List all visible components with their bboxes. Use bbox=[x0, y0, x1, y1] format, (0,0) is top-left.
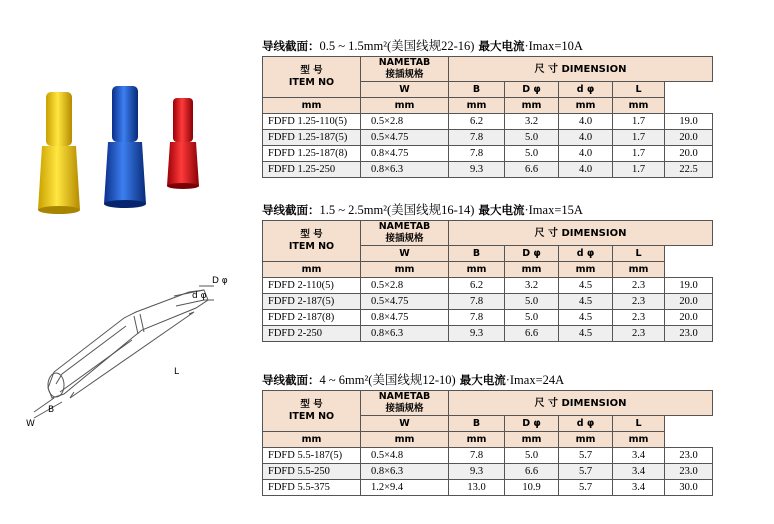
header-W: W bbox=[361, 246, 449, 262]
dimension-L-line bbox=[70, 312, 194, 398]
header-d: d φ bbox=[559, 416, 613, 432]
header-L: L bbox=[613, 246, 665, 262]
unit-cell: mm bbox=[449, 98, 505, 114]
table-row: FDFD 2-187(5) 0.5×4.75 7.8 5.0 4.5 2.3 20.0 bbox=[263, 294, 713, 310]
header-item: 型 号 ITEM NO bbox=[263, 57, 361, 98]
unit-cell: mm bbox=[449, 432, 505, 448]
header-dimension: 尺 寸 DIMENSION bbox=[449, 57, 713, 82]
header-B: B bbox=[449, 82, 505, 98]
table-row: FDFD 2-110(5) 0.5×2.8 6.2 3.2 4.5 2.3 19.0 bbox=[263, 278, 713, 294]
header-D: D φ bbox=[505, 82, 559, 98]
unit-cell: mm bbox=[361, 98, 449, 114]
table-row: FDFD 2-250 0.8×6.3 9.3 6.6 4.5 2.3 23.0 bbox=[263, 326, 713, 342]
header-d: d φ bbox=[559, 82, 613, 98]
header-W: W bbox=[361, 82, 449, 98]
unit-cell: mm bbox=[449, 262, 505, 278]
diagram-label-d: d φ bbox=[192, 291, 207, 301]
diagram-label-W: W bbox=[26, 419, 35, 429]
connector-dimension-diagram bbox=[14, 270, 239, 440]
unit-cell: mm bbox=[505, 262, 559, 278]
unit-cell: mm bbox=[505, 98, 559, 114]
spec-table bbox=[262, 56, 713, 178]
header-dimension: 尺 寸 DIMENSION bbox=[449, 391, 713, 416]
red-connector bbox=[167, 98, 199, 189]
unit-cell: mm bbox=[613, 98, 665, 114]
unit-cell: mm bbox=[263, 432, 361, 448]
header-D: D φ bbox=[505, 246, 559, 262]
header-nametab: NAMETAB 接插规格 bbox=[361, 391, 449, 416]
header-L: L bbox=[613, 82, 665, 98]
connector-outline bbox=[48, 290, 208, 398]
table-row: FDFD 2-187(8) 0.8×4.75 7.8 5.0 4.5 2.3 20.0 bbox=[263, 310, 713, 326]
blue-connector bbox=[104, 86, 146, 208]
spec-section-3 bbox=[262, 370, 712, 496]
unit-cell: mm bbox=[505, 432, 559, 448]
unit-cell: mm bbox=[613, 432, 665, 448]
diagram-label-D: D φ bbox=[212, 276, 228, 286]
header-nametab: NAMETAB 接插规格 bbox=[361, 221, 449, 246]
table-row: FDFD 1.25-187(5) 0.5×4.75 7.8 5.0 4.0 1.7 20.0 bbox=[263, 130, 713, 146]
unit-cell: mm bbox=[613, 262, 665, 278]
section-heading: 导线截面：1.5 ~ 2.5mm²(美国线规16-14) 最大电流·Imax=15A bbox=[262, 203, 583, 217]
unit-cell: mm bbox=[559, 432, 613, 448]
table-row: FDFD 1.25-187(8) 0.8×4.75 7.8 5.0 4.0 1.7 20.0 bbox=[263, 146, 713, 162]
header-nametab: NAMETAB 接插规格 bbox=[361, 57, 449, 82]
yellow-connector bbox=[38, 92, 80, 214]
header-d: d φ bbox=[559, 246, 613, 262]
header-L: L bbox=[613, 416, 665, 432]
header-B: B bbox=[449, 416, 505, 432]
table-row: FDFD 1.25-250 0.8×6.3 9.3 6.6 4.0 1.7 22.5 bbox=[263, 162, 713, 178]
spec-table bbox=[262, 220, 713, 342]
unit-cell: mm bbox=[263, 98, 361, 114]
header-item: 型 号 ITEM NO bbox=[263, 391, 361, 432]
table-row: FDFD 1.25-110(5) 0.5×2.8 6.2 3.2 4.0 1.7 19.0 bbox=[263, 114, 713, 130]
section-heading: 导线截面：4 ~ 6mm²(美国线规12-10) 最大电流·Imax=24A bbox=[262, 373, 565, 387]
header-W: W bbox=[361, 416, 449, 432]
table-row: FDFD 5.5-375 1.2×9.4 13.0 10.9 5.7 3.4 30.0 bbox=[263, 480, 713, 496]
header-dimension: 尺 寸 DIMENSION bbox=[449, 221, 713, 246]
section-heading: 导线截面：0.5 ~ 1.5mm²(美国线规22-16) 最大电流·Imax=10A bbox=[262, 39, 583, 53]
header-D: D φ bbox=[505, 416, 559, 432]
unit-cell: mm bbox=[559, 98, 613, 114]
spec-section-1 bbox=[262, 36, 712, 178]
unit-cell: mm bbox=[361, 432, 449, 448]
table-row: FDFD 5.5-187(5) 0.5×4.8 7.8 5.0 5.7 3.4 23.0 bbox=[263, 448, 713, 464]
diagram-label-L: L bbox=[174, 367, 180, 377]
diagram-label-B: B bbox=[48, 405, 55, 415]
table-row: FDFD 5.5-250 0.8×6.3 9.3 6.6 5.7 3.4 23.0 bbox=[263, 464, 713, 480]
header-B: B bbox=[449, 246, 505, 262]
unit-cell: mm bbox=[361, 262, 449, 278]
unit-cell: mm bbox=[263, 262, 361, 278]
header-item: 型 号 ITEM NO bbox=[263, 221, 361, 262]
unit-cell: mm bbox=[559, 262, 613, 278]
spec-section-2 bbox=[262, 200, 712, 342]
connector-photo bbox=[28, 78, 208, 218]
spec-table bbox=[262, 390, 713, 496]
